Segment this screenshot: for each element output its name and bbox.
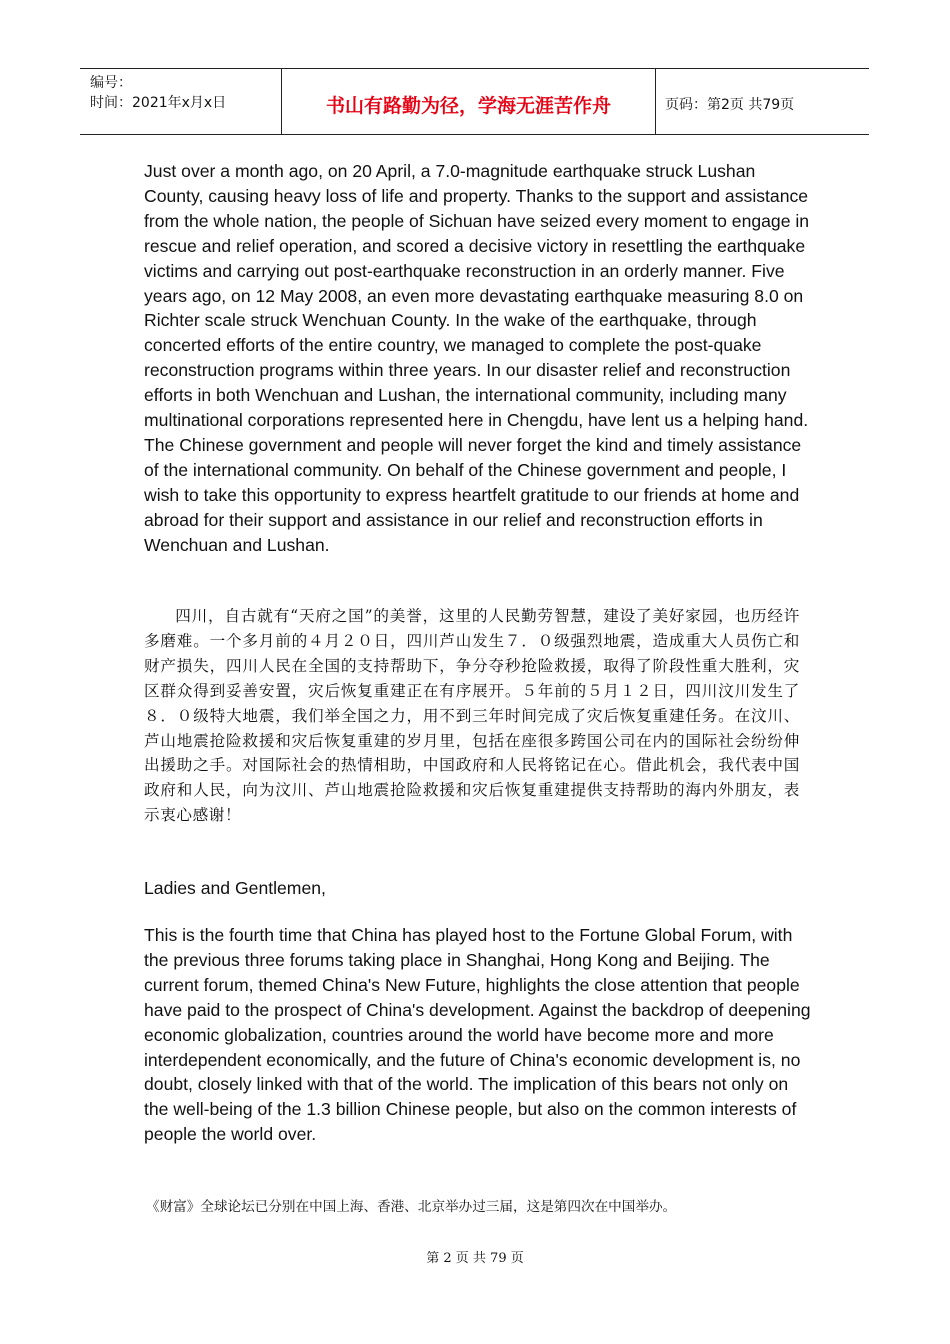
chinese-paragraph-forum: 《财富》全球论坛已分别在中国上海、香港、北京举办过三届，这是第四次在中国举办。 xyxy=(146,1199,677,1215)
header-meta-cell xyxy=(80,69,282,134)
header-motto: 书山有路勤为径，学海无涯苦作舟 xyxy=(325,95,611,117)
english-paragraph-earthquake: Just over a month ago, on 20 April, a 7.0-magnitude earthquake struck Lushan County, causing heavy loss of life and property. Thanks to the support and assistance from the whole nation, the people of Sichuan have seized every moment to engage in rescue and relief operation, and scored a decisive victory in resettling the earthquake victims and carrying out post-earthquake reconstruction in an orderly manner. Five years ago, on 12 May 2008, an even more devastating earthquake measuring 8.0 on Richter scale struck Wenchuan County. In the wake of the earthquake, through concerted efforts of the entire country, we managed to complete the post-quake reconstruction programs within three years. In our disaster relief and reconstruction efforts in both Wenchuan and Lushan, the international community, including many multinational corporations represented here in Chengdu, have lent us a helping hand. The Chinese government and people will never forget the kind and timely assistance of the international community. On behalf of the Chinese government and people, I wish to take this opportunity to express heartfelt gratitude to our friends at home and abroad for their support and assistance in our relief and reconstruction efforts in Wenchuan and Lushan. xyxy=(144,161,810,555)
serial-number-label: 编号： xyxy=(90,75,132,91)
time-label: 时间：2021年x月x日 xyxy=(90,95,227,111)
english-paragraph-forum: This is the fourth time that China has played host to the Fortune Global Forum, with the previous three forums taking place in Shanghai, Hong Kong and Beijing. The current forum, themed China's New Future, highlights the close attention that people have paid to the prospect of China's development. Against the backdrop of deepening economic globalization, countries around the world have become more and more interdependent economically, and the future of China's economic development is, no doubt, closely linked with that of the world. The implication of this bears not only on the well-being of the 1.3 billion Chinese people, but also on the common interests of people the world over. xyxy=(144,925,811,1145)
page-footer: 第 2 页 共 79 页 xyxy=(426,1251,524,1266)
page-header xyxy=(80,68,869,135)
english-salutation: Ladies and Gentlemen, xyxy=(144,878,326,898)
header-motto-cell xyxy=(282,69,656,134)
header-page-info: 页码：第2页 共79页 xyxy=(665,97,795,113)
header-page-cell xyxy=(656,69,869,134)
chinese-paragraph-earthquake: 四川，自古就有“天府之国”的美誉，这里的人民勤劳智慧，建设了美好家园，也历经许多磨难。一个多月前的４月２０日，四川芦山发生７．０级强烈地震，造成重大人员伤亡和财产损失，四川人民在全国的支持帮助下，争分夺秒抢险救援，取得了阶段性重大胜利，灾区群众得到妥善安置，灾后恢复重建正在有序展开。５年前的５月１２日，四川汶川发生了８．０级特大地震，我们举全国之力，用不到三年时间完成了灾后恢复重建任务。在汶川、芦山地震抢险救援和灾后恢复重建的岁月里，包括在座很多跨国公司在内的国际社会纷纷伸出援助之手。对国际社会的热情相助，中国政府和人民将铭记在心。借此机会，我代表中国政府和人民，向为汶川、芦山地震抢险救援和灾后恢复重建提供支持帮助的海内外朋友，表示衷心感谢！ xyxy=(144,607,800,825)
